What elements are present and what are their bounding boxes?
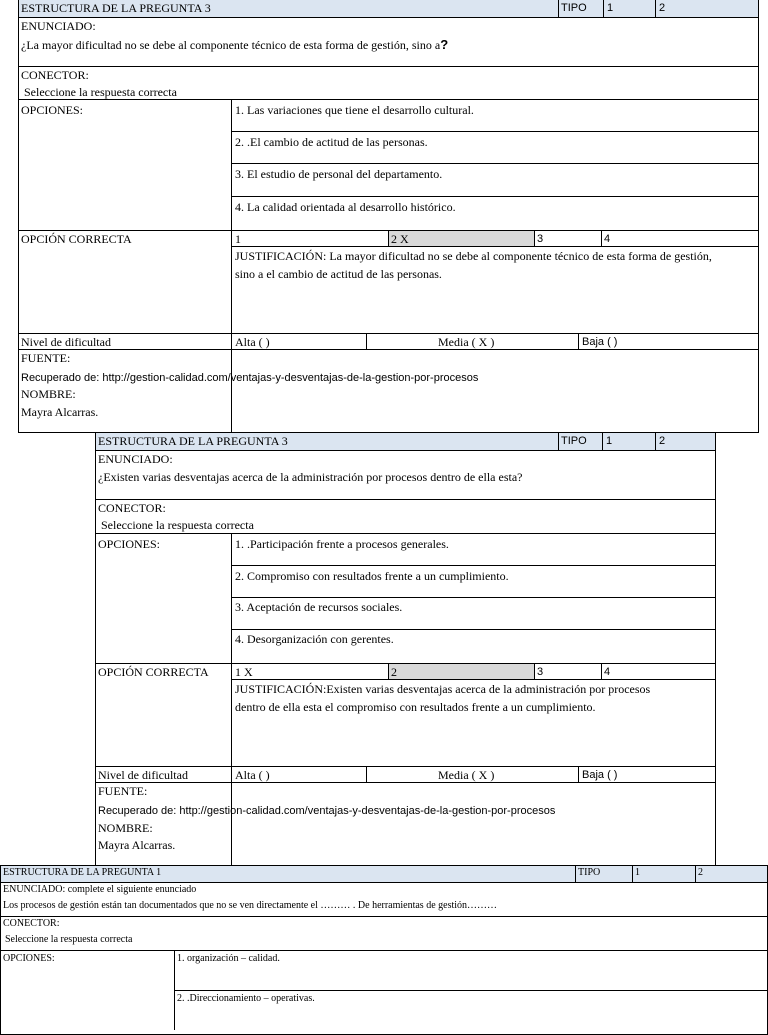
nombre-text: Mayra Alcarras.: [21, 405, 99, 419]
conector-text: Seleccione la respuesta correcta: [101, 518, 254, 532]
nivel-media: Media ( X ): [438, 335, 495, 349]
fuente-label: FUENTE:: [21, 351, 71, 365]
justificacion-line-2: sino a el cambio de actitud de las personas.: [235, 267, 442, 281]
justificacion-line-2: dentro de ella esta el compromiso con resultados frente a un cumplimiento.: [235, 700, 596, 714]
enunciado-text: ¿Existen varias desventajas acerca de la administración por procesos dentro de ella esta?: [98, 470, 523, 484]
conector-text: Seleccione la respuesta correcta: [5, 934, 133, 945]
opciones-label: OPCIONES:: [21, 103, 84, 117]
tipo-label: TIPO: [578, 867, 601, 878]
option-4: 4. La calidad orientada al desarrollo histórico.: [235, 200, 456, 214]
nivel-label: Nivel de dificultad: [21, 335, 111, 349]
tipo-option-1: 1: [607, 2, 614, 14]
nivel-alta: Alta ( ): [235, 768, 270, 782]
conector-text: Seleccione la respuesta correcta: [24, 85, 177, 99]
correct-cell-4: 4: [604, 666, 611, 678]
tipo-label: TIPO: [561, 2, 587, 14]
option-3: 3. Aceptación de recursos sociales.: [235, 600, 403, 614]
enunciado-label: ENUNCIADO:: [98, 452, 173, 466]
nivel-baja: Baja ( ): [582, 769, 618, 781]
opciones-label: OPCIONES:: [3, 953, 55, 964]
block-border: [18, 0, 759, 433]
option-2: 2. .Direccionamiento – operativas.: [177, 993, 315, 1004]
correct-cell-highlight: [388, 231, 534, 246]
conector-label: CONECTOR:: [21, 68, 89, 82]
nombre-text: Mayra Alcarras.: [98, 838, 176, 852]
nivel-media: Media ( X ): [438, 768, 495, 782]
option-1: 1. Las variaciones que tiene el desarrollo cultural.: [235, 103, 474, 117]
option-1: 1. .Participación frente a procesos generales.: [235, 537, 449, 551]
block-title: ESTRUCTURA DE LA PREGUNTA 1: [3, 867, 162, 878]
block-border: [95, 432, 716, 866]
tipo-option-2: 2: [698, 867, 703, 878]
correct-cell-highlight: [388, 664, 534, 679]
correct-cell-2: 2 X: [391, 232, 409, 246]
opcion-correcta-label: OPCIÓN CORRECTA: [98, 665, 209, 679]
correct-cell-1: 1: [235, 232, 241, 246]
nivel-label: Nivel de dificultad: [98, 768, 188, 782]
nombre-label: NOMBRE:: [21, 387, 76, 401]
tipo-option-1: 1: [606, 435, 613, 447]
enunciado-text: Los procesos de gestión están tan documentados que no se ven directamente el ……… . De herramientas de gestión………: [3, 900, 498, 911]
enunciado-label: ENUNCIADO:: [21, 19, 96, 33]
correct-cell-4: 4: [604, 233, 611, 245]
fuente-label: FUENTE:: [98, 784, 148, 798]
fuente-url: Recuperado de: http://gestion-calidad.com/ventajas-y-desventajas-de-la-gestion-por-procesos: [21, 372, 479, 384]
option-2: 2. .El cambio de actitud de las personas.: [235, 135, 428, 149]
conector-label: CONECTOR:: [98, 501, 166, 515]
block-title: ESTRUCTURA DE LA PREGUNTA 3: [21, 1, 211, 15]
block-title: ESTRUCTURA DE LA PREGUNTA 3: [98, 434, 288, 448]
enunciado-text: ¿La mayor dificultad no se debe al componente técnico de esta forma de gestión, sino a?: [21, 37, 449, 52]
fuente-url: Recuperado de: http://gestion-calidad.com/ventajas-y-desventajas-de-la-gestion-por-procesos: [98, 805, 556, 817]
correct-cell-3: 3: [537, 666, 544, 678]
opciones-label: OPCIONES:: [98, 537, 161, 551]
nivel-baja: Baja ( ): [582, 336, 618, 348]
tipo-option-2: 2: [659, 435, 666, 447]
option-3: 3. El estudio de personal del departamento.: [235, 167, 443, 181]
tipo-label: TIPO: [561, 435, 587, 447]
nombre-label: NOMBRE:: [98, 821, 153, 835]
conector-label: CONECTOR:: [3, 918, 60, 929]
tipo-option-2: 2: [659, 2, 666, 14]
option-1: 1. organización – calidad.: [177, 953, 280, 964]
option-2: 2. Compromiso con resultados frente a un cumplimiento.: [235, 569, 509, 583]
correct-cell-3: 3: [537, 233, 544, 245]
justificacion-line-1: JUSTIFICACIÓN: La mayor dificultad no se debe al componente técnico de esta forma de gestión,: [235, 249, 712, 263]
justificacion-line-1: JUSTIFICACIÓN:Existen varias desventajas acerca de la administración por procesos: [235, 682, 651, 696]
tipo-option-1: 1: [635, 867, 640, 878]
correct-cell-2: 2: [391, 665, 397, 679]
option-4: 4. Desorganización con gerentes.: [235, 632, 394, 646]
nivel-alta: Alta ( ): [235, 335, 270, 349]
opcion-correcta-label: OPCIÓN CORRECTA: [21, 232, 132, 246]
enunciado-label: ENUNCIADO: complete el siguiente enunciado: [3, 884, 197, 895]
correct-cell-1: 1 X: [235, 665, 253, 679]
